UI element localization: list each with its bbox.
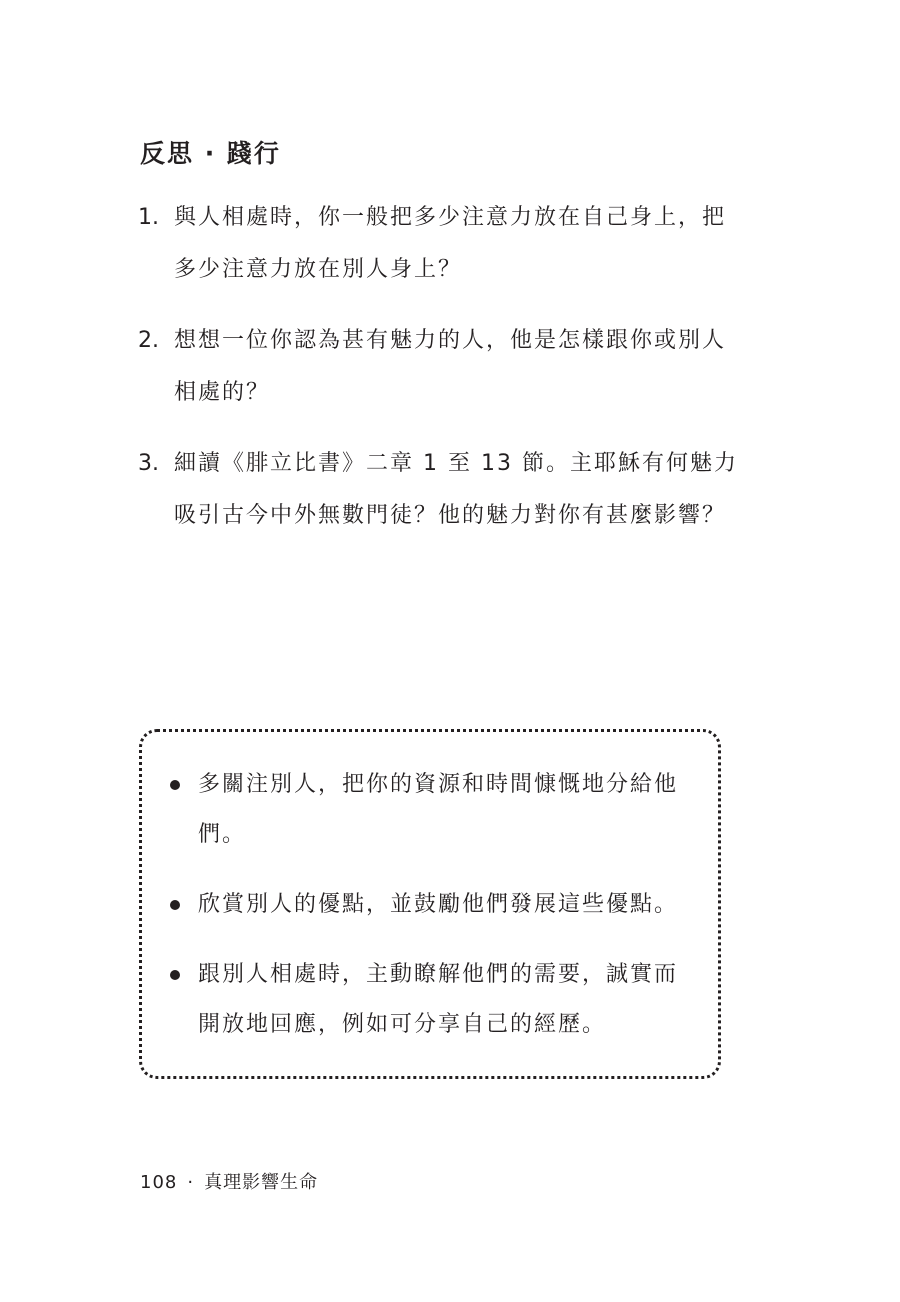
question-item	[138, 192, 738, 296]
footer-separator: ·	[187, 1172, 195, 1193]
section-title: 反思 · 踐行	[140, 139, 281, 168]
tip-item	[168, 760, 688, 860]
question-text: 與人相處時，你一般把多少注意力放在自己身上，把多少注意力放在別人身上？	[174, 205, 727, 282]
question-text: 細讀《腓立比書》二章 1 至 13 節。主耶穌有何魅力吸引古今中外無數門徒？他的魅力對你有甚麼影響？	[174, 451, 738, 528]
page-footer	[140, 1170, 318, 1196]
question-number: 2.	[138, 328, 159, 353]
bullet-icon	[170, 900, 180, 910]
bullet-icon	[170, 970, 180, 980]
question-text: 想想一位你認為甚有魅力的人，他是怎樣跟你或別人相處的？	[174, 328, 727, 405]
question-item	[138, 315, 738, 419]
reflection-questions	[138, 192, 738, 561]
tip-text: 欣賞別人的優點，並鼓勵他們發展這些優點。	[198, 892, 679, 917]
tip-item	[168, 880, 688, 930]
book-title: 真理影響生命	[204, 1172, 319, 1193]
bullet-icon	[170, 780, 180, 790]
tip-item	[168, 950, 688, 1050]
tip-text: 多關注別人，把你的資源和時間慷慨地分給他們。	[198, 772, 679, 847]
question-number: 3.	[138, 451, 159, 476]
action-tips-list	[168, 760, 688, 1070]
action-tips-box	[139, 729, 721, 1079]
page-number: 108	[140, 1172, 178, 1193]
question-item	[138, 438, 738, 542]
question-number: 1.	[138, 205, 159, 230]
tip-text: 跟別人相處時，主動瞭解他們的需要，誠實而開放地回應，例如可分享自己的經歷。	[198, 962, 679, 1037]
